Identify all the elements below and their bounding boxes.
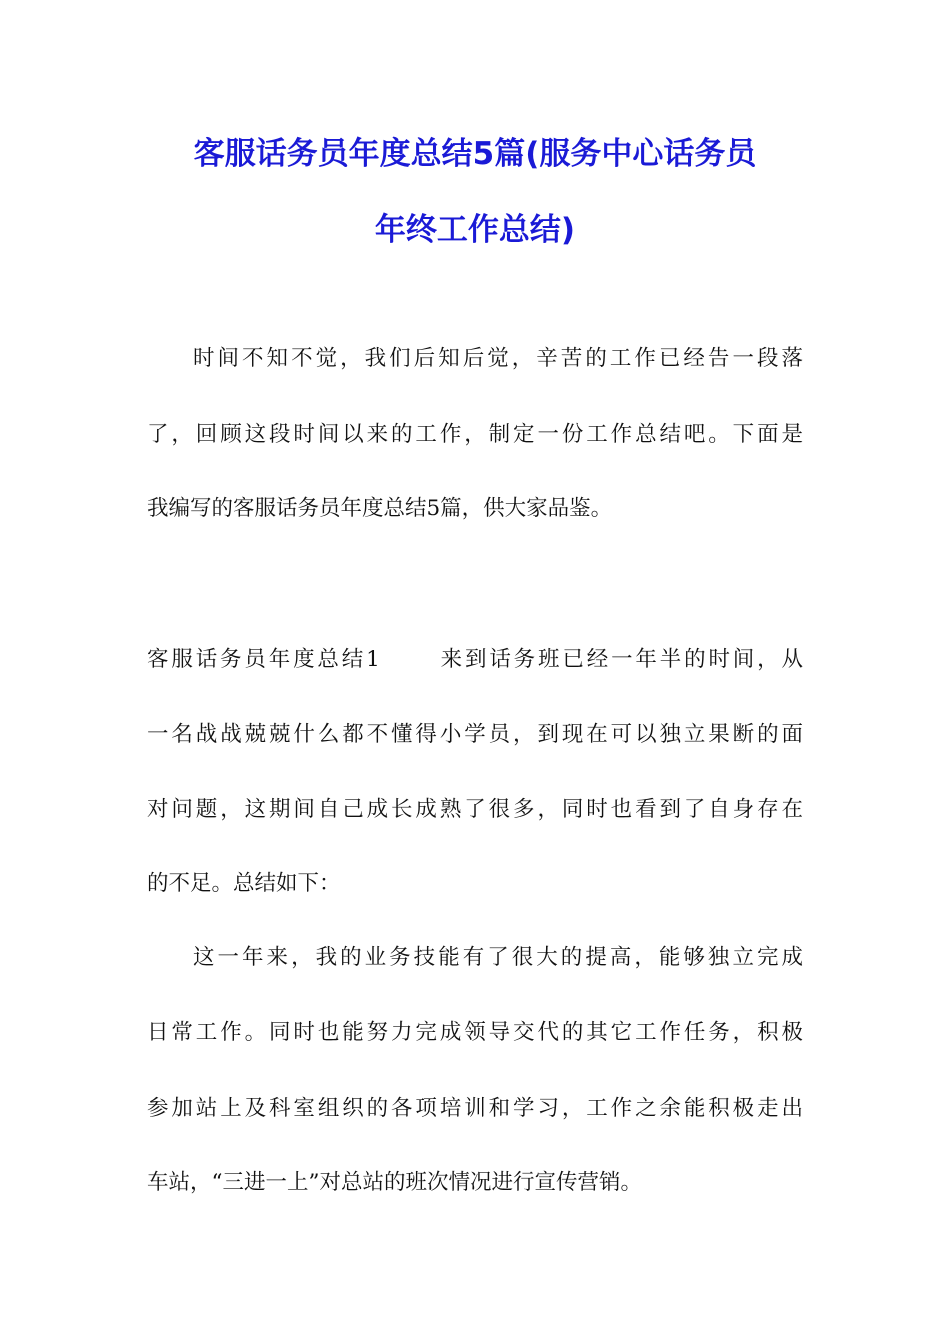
document-title-line-1: 客服话务员年度总结5篇(服务中心话务员 [193,136,757,172]
paragraph2-line-1: 这一年来，我的业务技能有了很大的提高，能够独立完成 [193,945,803,970]
section1-line-4: 的不足。总结如下： [147,871,341,896]
paragraph2-line-2: 日常工作。同时也能努力完成领导交代的其它工作任务，积极 [147,1020,803,1045]
paragraph2-line-4: 车站，“三进一上”对总站的班次情况进行宣传营销。 [147,1170,642,1195]
paragraph2-line-3: 参加站上及科室组织的各项培训和学习，工作之余能积极走出 [147,1096,803,1121]
intro-line-1: 时间不知不觉，我们后知后觉，辛苦的工作已经告一段落 [193,346,803,371]
section1-line-2: 一名战战兢兢什么都不懂得小学员，到现在可以独立果断的面 [147,722,803,747]
section1-line-3: 对问题，这期间自己成长成熟了很多，同时也看到了自身存在 [147,797,803,822]
section1-first-line-text: 来到话务班已经一年半的时间，从 [437,647,803,672]
section1-first-line [147,645,803,675]
intro-line-3: 我编写的客服话务员年度总结5篇，供大家品鉴。 [147,496,613,521]
document-title-line-2: 年终工作总结) [374,212,576,248]
intro-line-2: 了，回顾这段时间以来的工作，制定一份工作总结吧。下面是 [147,422,803,447]
section1-heading: 客服话务员年度总结1 [147,647,380,672]
